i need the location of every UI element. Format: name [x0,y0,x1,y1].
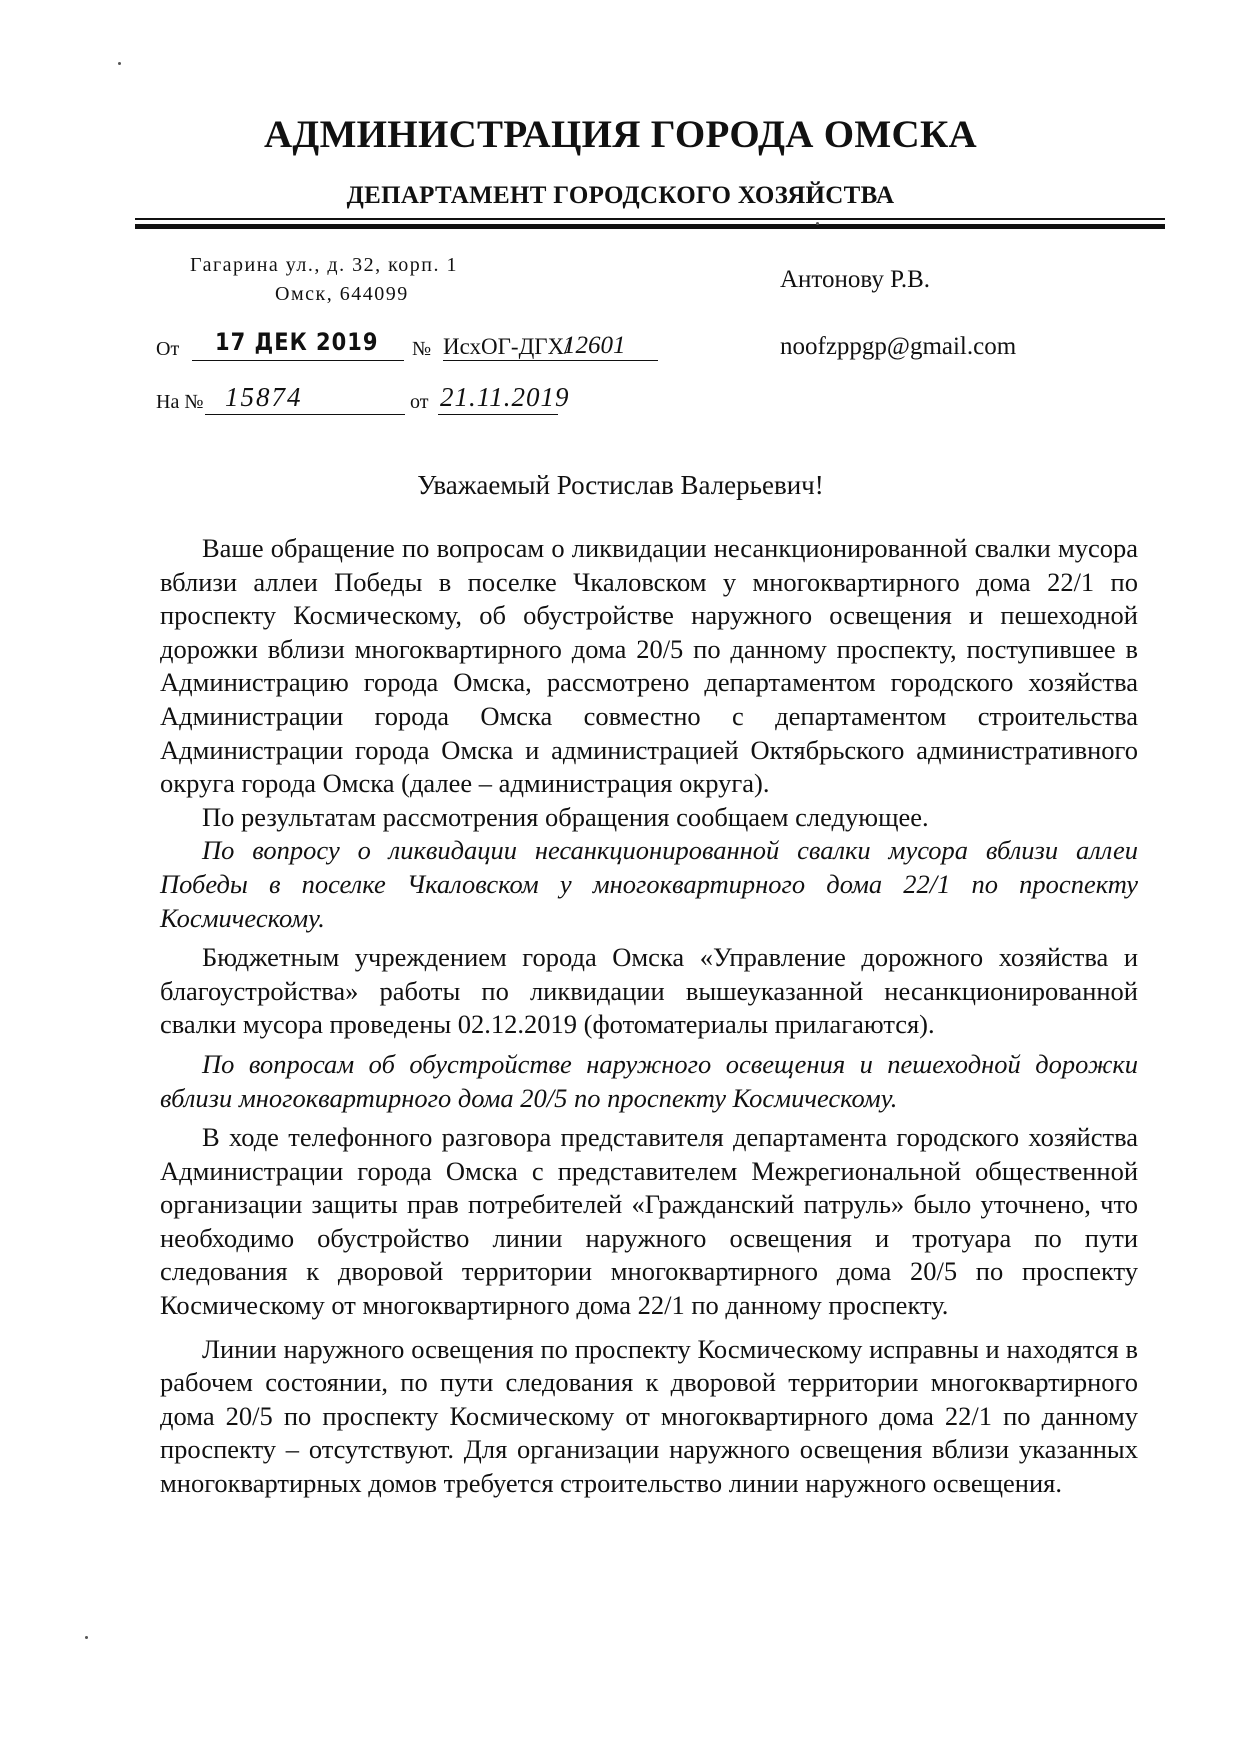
paragraph-lighting-answer: Линии наружного освещения по проспекту Космическому исправны и находятся в рабочем состоянии, по пути следования к дворовой территории многоквартирного дома 20/5 по проспекту Космическому от многоквартирного дома 22/1 по данному проспекту – отсутствуют. Для организации наружного освещения вблизи указанных многоквартирных домов требуется строительство линии наружного освещения. [160,1333,1138,1499]
reply-date: 21.11.2019 [440,382,570,412]
paragraph-results: По результатам рассмотрения обращения сообщаем следующее. [202,801,929,832]
sender-address-line1: Гагарина ул., д. 32, корп. 1 [190,254,458,276]
recipient-name: Антонову Р.В. [780,266,931,293]
reply-number-underline [205,414,405,415]
scan-speck [816,222,819,225]
number-underline [443,360,658,361]
department-title: ДЕПАРТАМЕНТ ГОРОДСКОГО ХОЗЯЙСТВА [346,182,895,209]
recipient-email: noofzppgp@gmail.com [780,333,1017,360]
letter-body [160,532,1138,1501]
header-rule-thin [135,218,1165,220]
date-underline [192,360,404,361]
paragraph-intro: Ваше обращение по вопросам о ликвидации несанкционированной свалки мусора вблизи аллеи Победы в поселке Чкаловском у многоквартирного дома 22/1 по проспекту Космическому, об обустройстве наружного освещения и пешеходной дорожки вблизи многоквартирного дома 20/5 по данному проспекту, поступившее в Администрацию города Омска, рассмотрено департаментом городского хозяйства Администрации города Омска совместно с департаментом строительства Администрации города Омска и администрацией Октябрьского административного округа города Омска (далее – администрация округа). [160,533,1138,799]
paragraph-dump-answer: Бюджетным учреждением города Омска «Управление дорожного хозяйства и благоустройства» работы по ликвидации вышеуказанной несанкционированной свалки мусора проведены 02.12.2019 (фотоматериалы прилагаются). [160,942,1138,1040]
scan-speck [118,62,121,65]
sender-address-line2: Омск, 644099 [275,283,409,305]
paragraph-topic-dump: По вопросу о ликвидации несанкционированной свалки мусора вблизи аллеи Победы в поселке Чкаловском у многоквартирного дома 22/1 по проспекту Космическому. [160,835,1138,933]
reply-to-number: 15874 [225,382,303,412]
scan-speck [85,1636,88,1639]
reply-to-label: На № [156,391,204,413]
reply-from-label: от [410,391,429,413]
outgoing-number-prefix: ИсхОГ-ДГХ/ [443,334,571,359]
header-rule-thick [135,224,1165,229]
paragraph-phone-call: В ходе телефонного разговора представителя департамента городского хозяйства Администрации города Омска с представителем Межрегиональной общественной организации защиты прав потребителей «Гражданский патруль» было уточнено, что необходимо обустройство линии наружного освещения и тротуара по пути следования к дворовой территории многоквартирного дома 20/5 по проспекту Космическому от многоквартирного дома 22/1 по данному проспекту. [160,1122,1138,1321]
reply-date-underline [438,414,558,415]
organization-title: АДМИНИСТРАЦИЯ ГОРОДА ОМСКА [263,113,978,156]
number-label: № [412,338,432,360]
outgoing-date-stamp: 17 ДЕК 2019 [215,328,379,356]
paragraph-topic-lighting: По вопросам об обустройстве наружного освещения и пешеходной дорожки вблизи многоквартирного дома 20/5 по проспекту Космическому. [160,1048,1138,1113]
outgoing-number-handwritten: 12601 [563,332,626,359]
from-label: От [156,338,180,360]
salutation: Уважаемый Ростислав Валерьевич! [417,470,824,500]
